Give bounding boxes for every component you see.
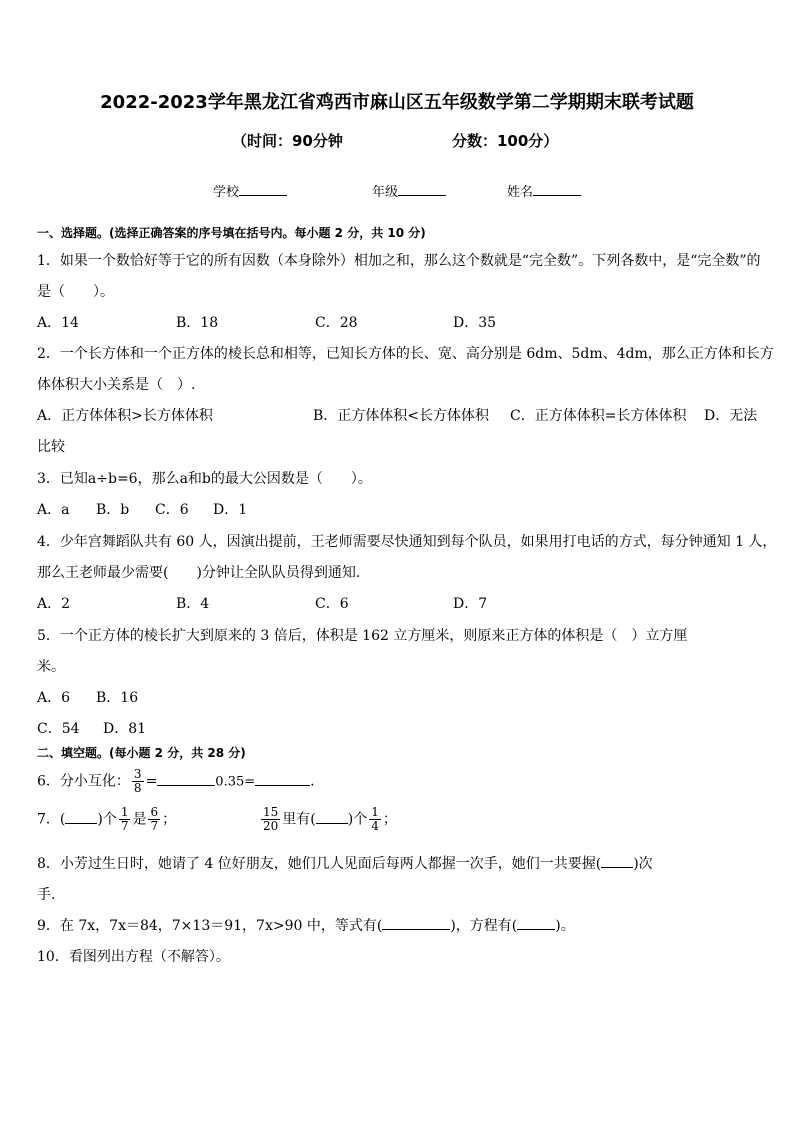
q3-line1: 3．已知a÷b=6，那么a和b的最大公因数是（ ）。 <box>37 471 372 487</box>
q7-fraction-2 <box>148 806 160 833</box>
q10-line1: 10．看图列出方程（不解答）。 <box>37 949 230 965</box>
q5-option-d: D．81 <box>103 721 147 737</box>
q8-text-end: )次 <box>633 856 653 872</box>
q5-option-a: A．6 <box>37 690 71 706</box>
q7-f4-denominator: 4 <box>371 819 379 833</box>
q2-option-c: C．正方体体积=长方体体积 <box>510 408 687 424</box>
q7-f2-numerator: 6 <box>150 805 159 819</box>
q6-frac-denominator: 8 <box>133 781 142 795</box>
q6-frac-numerator: 3 <box>133 767 142 781</box>
exam-score: 分数：100分） <box>452 132 559 150</box>
q7-f4-numerator: 1 <box>371 805 379 819</box>
q6-mid: 0.35= <box>215 774 256 790</box>
q9-blank-1 <box>382 917 450 930</box>
q7-blank-1 <box>65 811 97 824</box>
q9-text-3: )。 <box>555 918 575 934</box>
q7-fraction-3 <box>261 806 280 833</box>
q6-blank-1 <box>157 773 215 786</box>
q3-option-b: B．b <box>96 502 130 518</box>
q9-text-2: )，方程有( <box>450 918 518 934</box>
q6 <box>37 768 315 795</box>
name-field <box>507 181 581 200</box>
q1-line1: 1．如果一个数恰好等于它的所有因数（本身除外）相加之和，那么这个数就是“完全数”。下列各数中，是“完全数”的 <box>37 253 761 269</box>
section-1-heading: 一、选择题。(选择正确答案的序号填在括号内。每小题 2 分，共 10 分) <box>37 226 426 240</box>
q8-text: 8．小芳过生日时，她请了 4 位好朋友，她们几人见面后每两人都握一次手，她们一共要握( <box>37 856 602 872</box>
q5-option-b: B．16 <box>96 690 139 706</box>
q7-fraction-4 <box>369 806 381 833</box>
q9-text-1: 9．在 7x，7x＝84，7×13＝91，7x>90 中，等式有( <box>37 918 383 934</box>
q7 <box>37 806 176 833</box>
q2-line2: 体体积大小关系是（ ）. <box>37 377 196 393</box>
exam-time: （时间：90分钟 <box>232 132 343 150</box>
q7-shi: 是 <box>132 811 147 828</box>
q4-line2: 那么王老师最少需要( )分钟让全队队员得到通知. <box>37 565 361 581</box>
q7-semicolon-2: ； <box>382 811 397 828</box>
school-blank <box>239 183 287 196</box>
q8-blank <box>601 855 633 868</box>
q6-end: . <box>310 773 315 790</box>
q7-blank-2 <box>316 811 348 824</box>
q3-option-c: C．6 <box>155 502 189 518</box>
q8-line1 <box>37 853 653 873</box>
q6-blank-2 <box>255 773 310 786</box>
q7-f3-numerator: 15 <box>263 805 279 819</box>
q1-line2: 是（ ）。 <box>37 284 114 300</box>
q2-option-a: A．正方体体积>长方体体积 <box>37 408 213 424</box>
q7-f1-numerator: 1 <box>120 805 129 819</box>
section-2-heading: 二、填空题。(每小题 2 分，共 28 分) <box>37 746 246 760</box>
q4-option-c: C．6 <box>315 596 349 612</box>
q1-option-a: A．14 <box>37 315 79 331</box>
q4-option-a: A．2 <box>37 596 71 612</box>
q6-equals: = <box>145 773 158 790</box>
grade-blank <box>398 183 446 196</box>
q6-prefix: 6．分小互化： <box>37 773 130 790</box>
q2-line3: 比较 <box>37 439 65 455</box>
grade-label: 年级 <box>372 185 399 200</box>
q1-option-c: C．28 <box>315 315 358 331</box>
school-label: 学校 <box>213 185 240 200</box>
q5-option-c: C．54 <box>37 721 80 737</box>
grade-field <box>372 181 446 200</box>
q7-f3-denominator: 20 <box>263 819 279 833</box>
q7-prefix: 7．( <box>37 811 66 828</box>
q5-line1: 5．一个正方体的棱长扩大到原来的 3 倍后，体积是 162 立方厘米，则原来正方体的体积是（ ）立方厘 <box>37 628 688 644</box>
q2-option-d: D．无法 <box>704 408 758 424</box>
q9 <box>37 915 575 935</box>
q4-option-b: B．4 <box>176 596 210 612</box>
q7-fraction-1 <box>119 806 131 833</box>
q7-semicolon: ； <box>162 811 177 828</box>
name-label: 姓名 <box>507 185 534 200</box>
q9-blank-2 <box>517 917 555 930</box>
name-blank <box>533 183 581 196</box>
q7-close: )个 <box>97 811 117 828</box>
q2-line1: 2．一个长方体和一个正方体的棱长总和相等，已知长方体的长、宽、高分别是 6dm、5dm、4dm，那么正方体和长方 <box>37 346 774 362</box>
q7-f1-denominator: 7 <box>120 819 129 833</box>
q6-fraction <box>132 768 144 795</box>
q5-line2: 米。 <box>37 659 65 675</box>
q2-option-b: B．正方体体积<长方体体积 <box>313 408 490 424</box>
exam-title: 2022-2023学年黑龙江省鸡西市麻山区五年级数学第二学期期末联考试题 <box>100 92 694 113</box>
q8-line2: 手. <box>37 887 56 903</box>
q4-line1: 4．少年宫舞蹈队共有 60 人，因演出提前，王老师需要尽快通知到每个队员，如果用打电话的方式，每分钟通知 1 人， <box>37 534 777 550</box>
q7-part2 <box>259 806 397 833</box>
school-field <box>213 181 287 200</box>
q1-option-d: D．35 <box>453 315 497 331</box>
q7-f2-denominator: 7 <box>150 819 159 833</box>
q3-option-a: A．a <box>37 502 70 518</box>
q3-option-d: D．1 <box>213 502 248 518</box>
q7-close-2: )个 <box>347 811 368 828</box>
q1-option-b: B．18 <box>176 315 219 331</box>
q4-option-d: D．7 <box>453 596 488 612</box>
q7-liyou: 里有( <box>282 811 316 828</box>
